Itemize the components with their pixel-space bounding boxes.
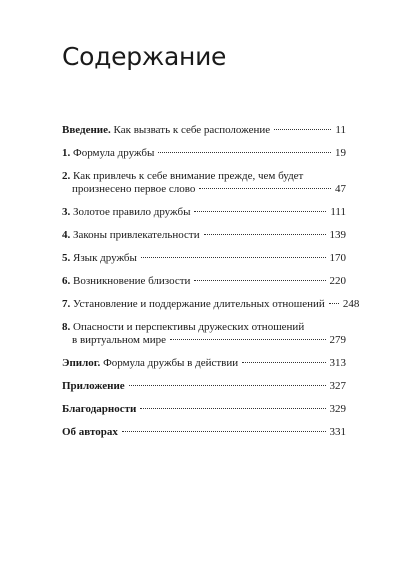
toc-entry-prefix: 2. bbox=[62, 170, 71, 182]
toc-entry-title: Законы привлекательности bbox=[73, 229, 200, 241]
toc-entry-title-line2: в виртуальном мире bbox=[72, 334, 166, 346]
toc-entry-prefix: 4. bbox=[62, 229, 71, 241]
dot-leader bbox=[274, 129, 331, 130]
dot-leader bbox=[129, 385, 326, 386]
dot-leader bbox=[194, 280, 325, 281]
toc-entry-page: 279 bbox=[329, 334, 346, 346]
dot-leader bbox=[122, 431, 326, 432]
toc-entry-title-line2: произнесено первое слово bbox=[72, 183, 196, 195]
toc-entry-prefix: 5. bbox=[62, 252, 71, 264]
toc-entry-page: 220 bbox=[329, 275, 346, 287]
toc-entry-chapter-1[interactable] bbox=[62, 147, 346, 160]
toc-entry-epilogue[interactable] bbox=[62, 357, 346, 370]
toc-entry-prefix: 7. bbox=[62, 298, 71, 310]
toc-entry-prefix: Об авторах bbox=[62, 426, 118, 438]
dot-leader bbox=[204, 234, 326, 235]
dot-leader bbox=[242, 362, 325, 363]
dot-leader bbox=[194, 211, 326, 212]
toc-entry-chapter-6[interactable] bbox=[62, 275, 346, 288]
toc-entry-page: 11 bbox=[335, 124, 346, 136]
dot-leader bbox=[140, 408, 325, 409]
toc-entry-title: Возникновение близости bbox=[73, 275, 191, 287]
dot-leader bbox=[199, 188, 331, 189]
toc-entry-title: Язык дружбы bbox=[73, 252, 137, 264]
toc-entry-title: Установление и поддержание длительных отношений bbox=[73, 298, 325, 310]
dot-leader bbox=[170, 339, 326, 340]
toc-entry-acknowledgements[interactable] bbox=[62, 403, 346, 416]
table-of-contents bbox=[62, 124, 360, 449]
toc-entry-prefix: 1. bbox=[62, 147, 71, 159]
toc-entry-page: 170 bbox=[329, 252, 346, 264]
toc-entry-chapter-7[interactable] bbox=[62, 298, 360, 311]
toc-entry-chapter-8[interactable] bbox=[62, 321, 346, 347]
toc-entry-title: Как вызвать к себе расположение bbox=[113, 124, 271, 136]
toc-entry-chapter-5[interactable] bbox=[62, 252, 346, 265]
toc-entry-page: 111 bbox=[330, 206, 346, 218]
dot-leader bbox=[141, 257, 326, 258]
toc-entry-title-line1: Как привлечь к себе внимание прежде, чем будет bbox=[73, 170, 304, 182]
toc-entry-chapter-4[interactable] bbox=[62, 229, 346, 242]
toc-entry-prefix: Приложение bbox=[62, 380, 125, 392]
toc-entry-page: 331 bbox=[329, 426, 346, 438]
toc-entry-chapter-3[interactable] bbox=[62, 206, 346, 219]
toc-entry-prefix: 8. bbox=[62, 321, 71, 333]
toc-entry-page: 313 bbox=[329, 357, 346, 369]
toc-entry-title: Формула дружбы в действии bbox=[103, 357, 239, 369]
toc-entry-page: 327 bbox=[329, 380, 346, 392]
toc-entry-about-authors[interactable] bbox=[62, 426, 346, 439]
toc-entry-title: Золотое правило дружбы bbox=[73, 206, 191, 218]
toc-entry-title-line1: Опасности и перспективы дружеских отношений bbox=[73, 321, 305, 333]
toc-entry-prefix: 6. bbox=[62, 275, 71, 287]
toc-entry-prefix: 3. bbox=[62, 206, 71, 218]
toc-entry-prefix: Благодарности bbox=[62, 403, 137, 415]
dot-leader bbox=[158, 152, 331, 153]
toc-entry-introduction[interactable] bbox=[62, 124, 346, 137]
page-title: Содержание bbox=[62, 42, 227, 71]
toc-entry-page: 47 bbox=[335, 183, 346, 195]
toc-entry-prefix: Эпилог. bbox=[62, 357, 101, 369]
toc-entry-chapter-2[interactable] bbox=[62, 170, 346, 196]
toc-entry-prefix: Введение. bbox=[62, 124, 111, 136]
toc-entry-appendix[interactable] bbox=[62, 380, 346, 393]
toc-entry-title: Формула дружбы bbox=[73, 147, 155, 159]
toc-entry-page: 139 bbox=[329, 229, 346, 241]
toc-entry-page: 248 bbox=[342, 298, 360, 310]
toc-entry-page: 329 bbox=[329, 403, 346, 415]
toc-entry-page: 19 bbox=[335, 147, 346, 159]
dot-leader bbox=[329, 303, 339, 304]
